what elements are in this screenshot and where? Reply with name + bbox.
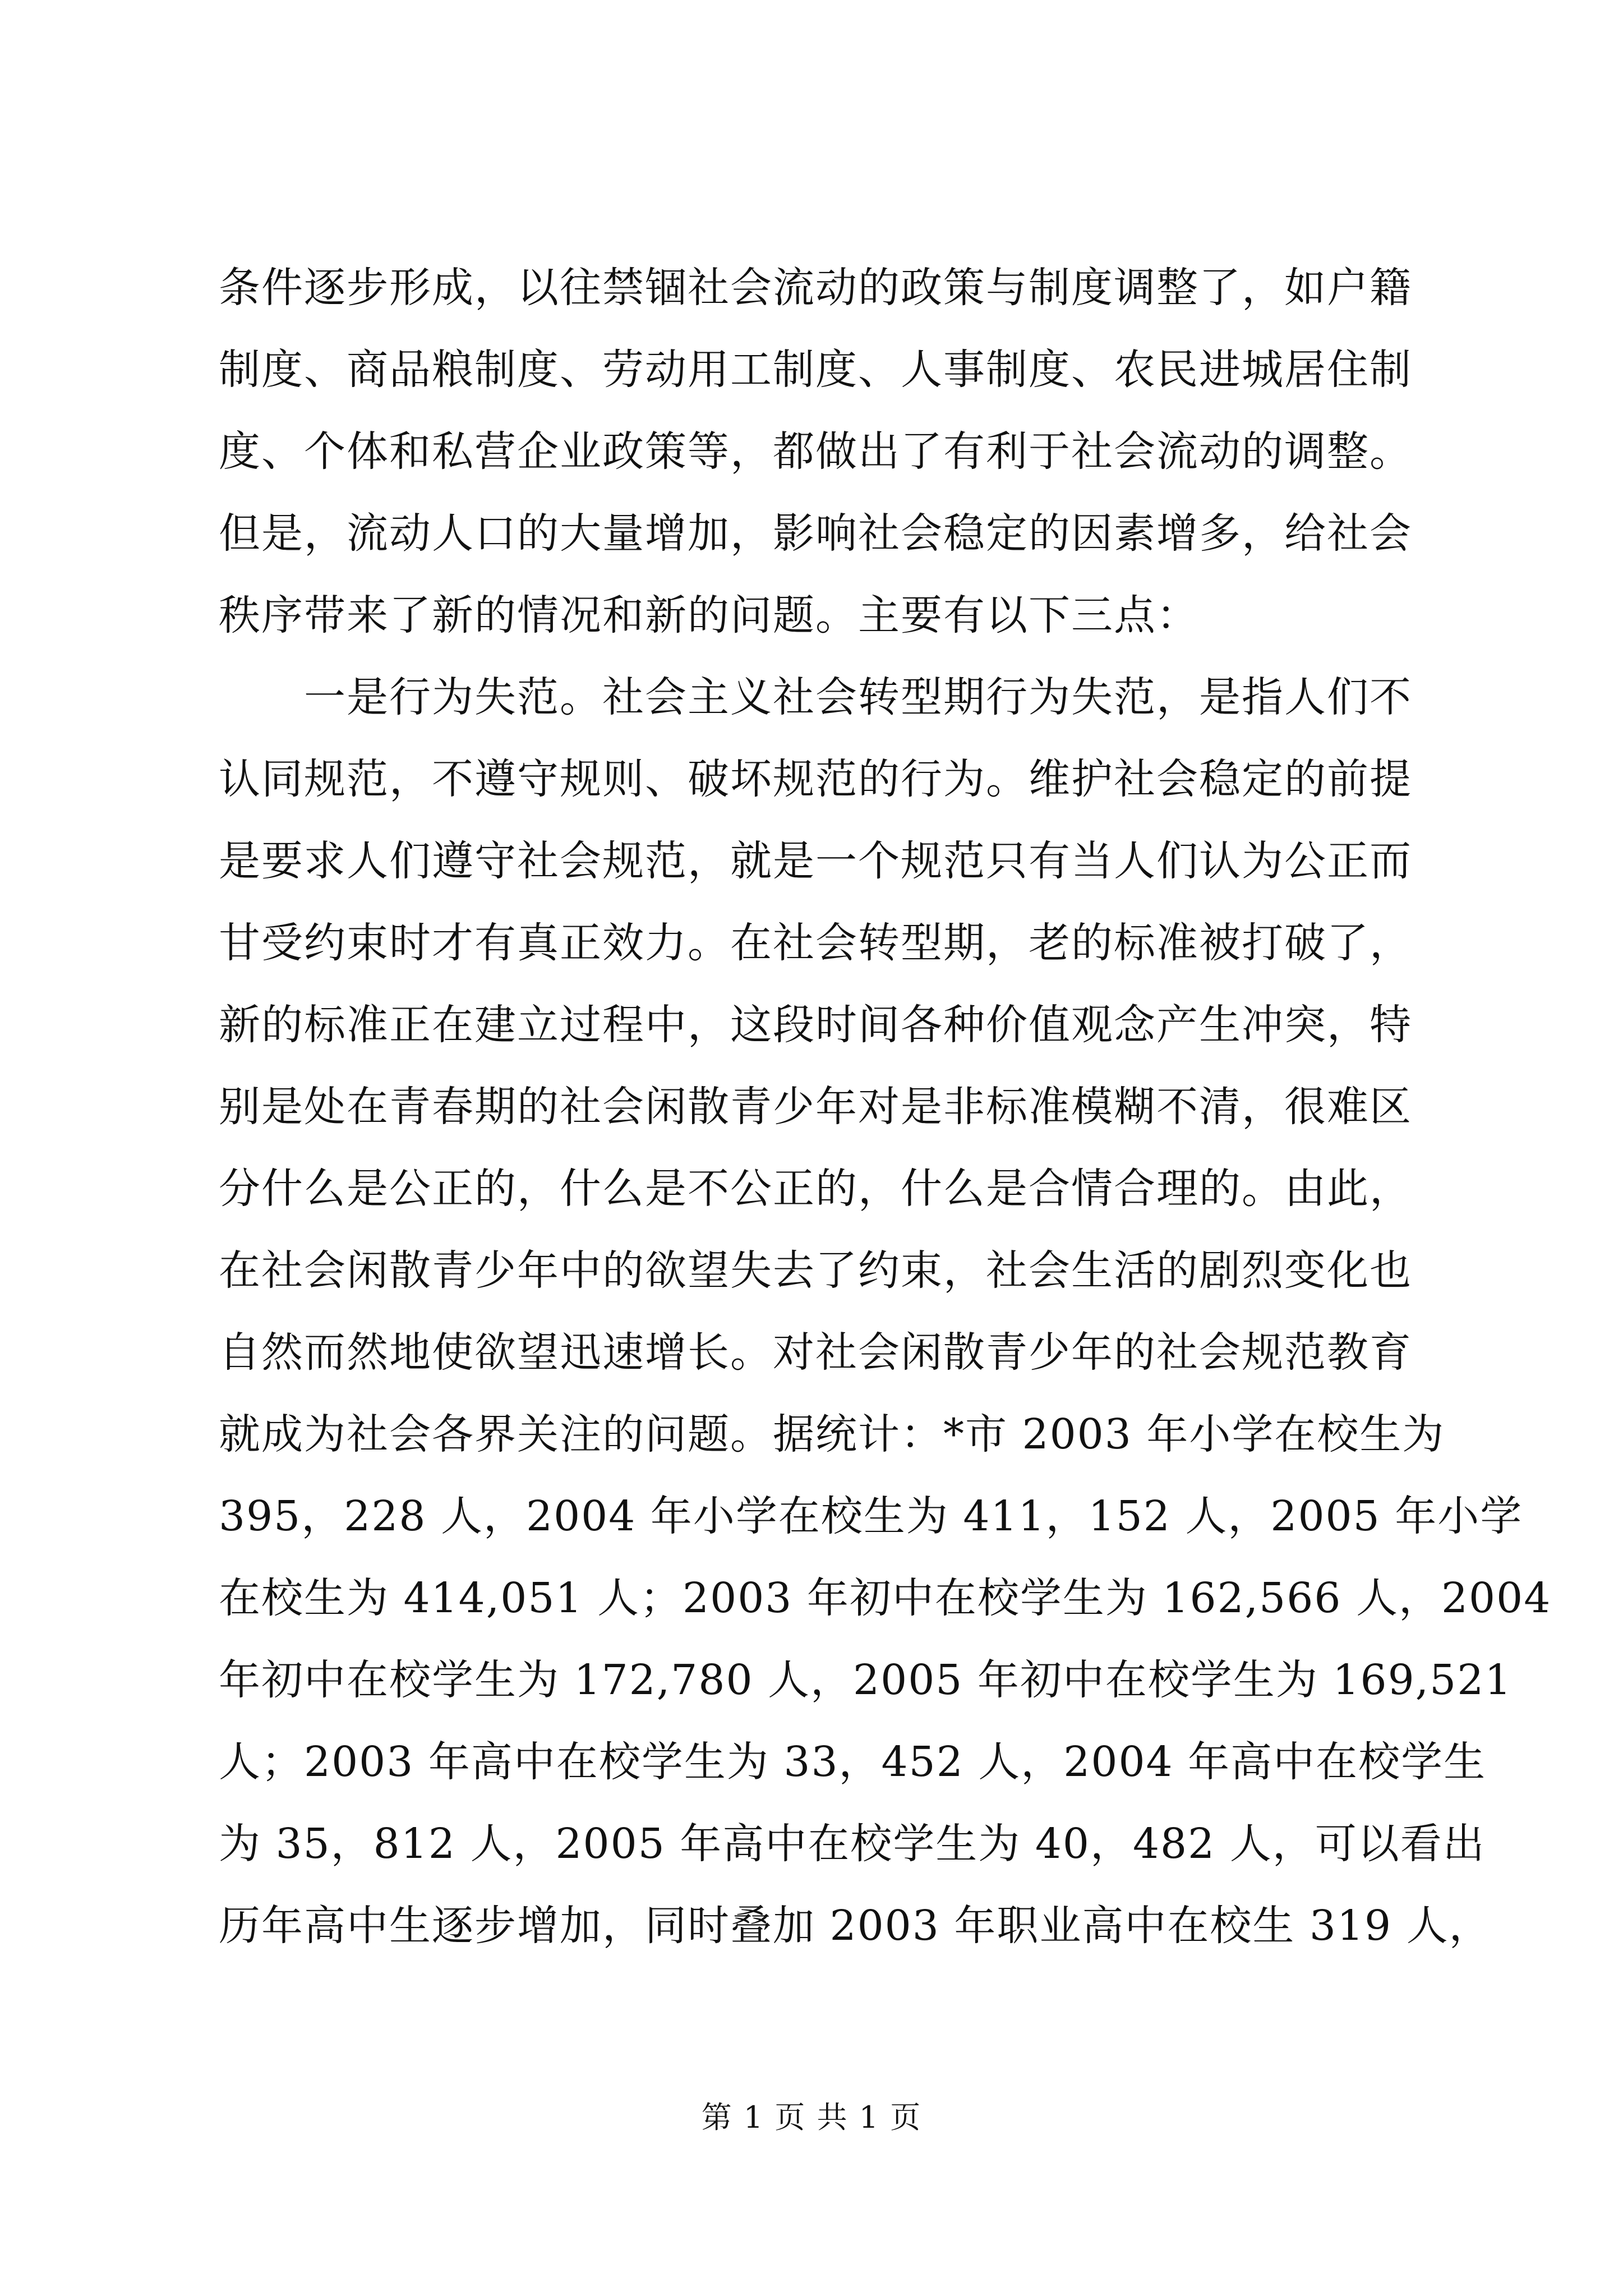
text-line: 秩序带来了新的情况和新的问题。主要有以下三点： bbox=[219, 591, 1199, 639]
text-line: 度、个体和私营企业政策等，都做出了有利于社会流动的调整。 bbox=[219, 427, 1412, 476]
text-line: 制度、商品粮制度、劳动用工制度、人事制度、农民进城居住制 bbox=[219, 346, 1412, 394]
text-line: 是要求人们遵守社会规范，就是一个规范只有当人们认为公正而 bbox=[219, 837, 1412, 885]
text-line: 年初中在校学生为 172,780 人，2005 年初中在校学生为 169,521 bbox=[219, 1656, 1513, 1704]
text-line: 新的标准正在建立过程中，这段时间各种价值观念产生冲突，特 bbox=[219, 1001, 1412, 1049]
text-line: 自然而然地使欲望迅速增长。对社会闲散青少年的社会规范教育 bbox=[219, 1328, 1412, 1377]
body-text bbox=[219, 247, 1552, 1967]
text-line: 395，228 人，2004 年小学在校生为 411，152 人，2005 年小学 bbox=[219, 1492, 1523, 1540]
text-line: 在校生为 414,051 人；2003 年初中在校学生为 162,566 人，2004 bbox=[219, 1574, 1552, 1622]
text-line: 甘受约束时才有真正效力。在社会转型期，老的标准被打破了， bbox=[219, 919, 1412, 967]
text-line: 人；2003 年高中在校学生为 33，452 人，2004 年高中在校学生 bbox=[219, 1738, 1487, 1786]
text-line: 就成为社会各界关注的问题。据统计：*市 2003 年小学在校生为 bbox=[219, 1410, 1445, 1458]
text-line: 但是，流动人口的大量增加，影响社会稳定的因素增多，给社会 bbox=[219, 509, 1412, 558]
text-line: 为 35，812 人，2005 年高中在校学生为 40，482 人，可以看出 bbox=[219, 1820, 1486, 1868]
text-line: 认同规范，不遵守规则、破坏规范的行为。维护社会稳定的前提 bbox=[219, 755, 1412, 803]
text-line: 一是行为失范。社会主义社会转型期行为失范，是指人们不 bbox=[219, 673, 1412, 721]
text-line: 条件逐步形成，以往禁锢社会流动的政策与制度调整了，如户籍 bbox=[219, 264, 1412, 312]
text-line: 在社会闲散青少年中的欲望失去了约束，社会生活的剧烈变化也 bbox=[219, 1246, 1412, 1295]
page-number-footer: 第 1 页 共 1 页 bbox=[701, 2100, 922, 2135]
text-line: 分什么是公正的，什么是不公正的，什么是合情合理的。由此， bbox=[219, 1165, 1412, 1213]
text-line: 别是处在青春期的社会闲散青少年对是非标准模糊不清，很难区 bbox=[219, 1083, 1412, 1131]
text-line: 历年高中生逐步增加，同时叠加 2003 年职业高中在校生 319 人， bbox=[219, 1902, 1492, 1950]
